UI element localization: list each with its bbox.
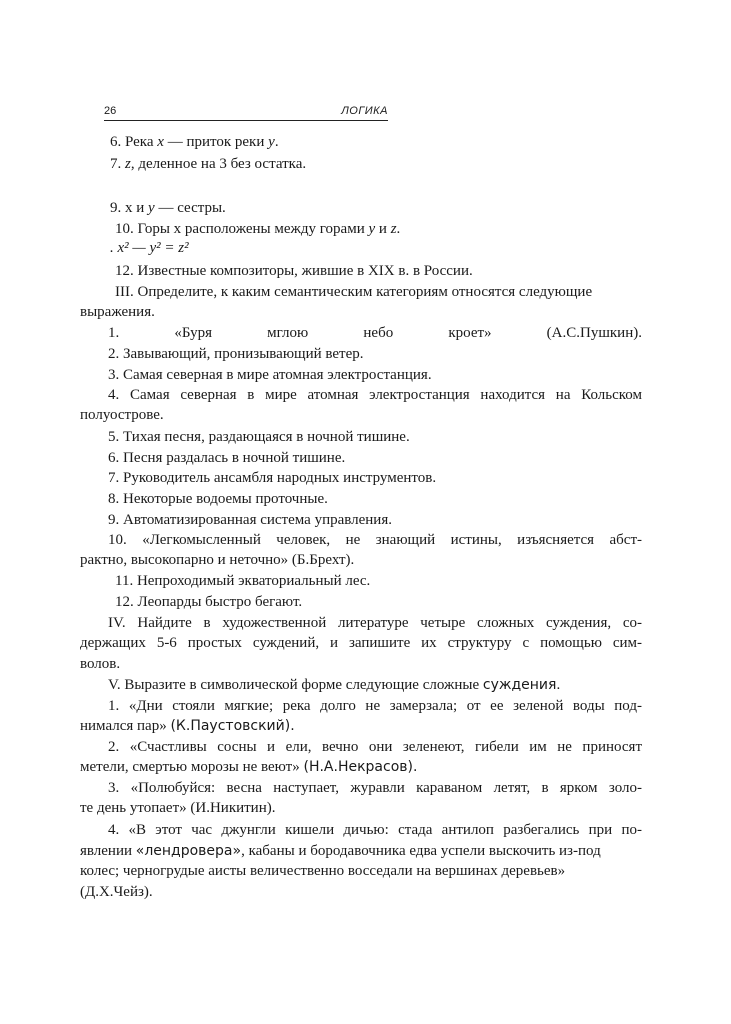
text-line: 9. х и у — сестры. — [110, 200, 226, 216]
text-line: 12. Леопарды быстро бегают. — [115, 594, 303, 610]
text-line: 3. «Полюбуйся: весна наступает, журавли караваном летят, в ярком золо- — [108, 780, 642, 796]
text-line: III. Определите, к каким семантическим категориям относятся следующие — [115, 284, 593, 300]
text-line: рактно, высокопарно и неточно» (Б.Брехт). — [80, 552, 355, 568]
text-line: 6. Река х — приток реки у. — [110, 134, 279, 150]
text-line: 10. Горы х расположены между горами у и z. — [115, 221, 401, 237]
text-line: 1. «Буря мглою небо кроет» (А.С.Пушкин). — [108, 325, 642, 341]
text-line: 1. «Дни стояли мягкие; река долго не замерзала; от ее зеленой воды под- — [108, 698, 642, 714]
text-line: 3. Самая северная в мире атомная электростанция. — [108, 367, 432, 383]
text-line: 2. Завывающий, пронизывающий ветер. — [108, 346, 364, 362]
text-line: выражения. — [80, 304, 155, 320]
text-line: полуострове. — [80, 407, 164, 423]
text-line: колес; черногрудые аисты величественно восседали на вершинах деревьев» — [80, 863, 566, 879]
text-line: V. Выразите в символической форме следующие сложные суждения. — [108, 677, 561, 693]
formula-line: . x² — y² = z² — [110, 240, 189, 256]
text-line: 4. Самая северная в мире атомная электростанция находится на Кольском — [108, 387, 642, 403]
text-line: 9. Автоматизированная система управления. — [108, 512, 392, 528]
text-line: (Д.Х.Чейз). — [80, 884, 153, 900]
text-line: волов. — [80, 656, 121, 672]
text-line: 7. z, деленное на 3 без остатка. — [110, 156, 307, 172]
running-header — [104, 104, 388, 121]
text-line: 6. Песня раздалась в ночной тишине. — [108, 450, 346, 466]
page-number: 26 — [104, 105, 117, 117]
text-line: 12. Известные композиторы, жившие в XIX в. в России. — [115, 263, 473, 279]
text-line: явлении «лендровера», кабаны и бородавочника едва успели выскочить из-под — [80, 843, 601, 859]
text-line: метели, смертью морозы не веют» (Н.А.Некрасов). — [80, 759, 418, 775]
text-line: держащих 5-6 простых суждений, и запишите их структуру с помощью сим- — [80, 635, 642, 651]
text-line: 7. Руководитель ансамбля народных инструментов. — [108, 470, 437, 486]
text-line: 10. «Легкомысленный человек, не знающий истины, изъясняется абст- — [108, 532, 642, 548]
text-line: 8. Некоторые водоемы проточные. — [108, 491, 328, 507]
text-line: те день утопает» (И.Никитин). — [80, 800, 276, 816]
text-line: 11. Непроходимый экваториальный лес. — [115, 573, 371, 589]
text-line: IV. Найдите в художественной литературе четыре сложных суждения, со- — [108, 615, 642, 631]
running-title: ЛОГИКА — [341, 105, 388, 117]
text-line: 5. Тихая песня, раздающаяся в ночной тишине. — [108, 429, 410, 445]
text-line: 2. «Счастливы сосны и ели, вечно они зеленеют, гибели им не приносят — [108, 739, 642, 755]
text-line: 4. «В этот час джунгли кишели дичью: стада антилоп разбегались при по- — [108, 822, 642, 838]
text-line: нимался пар» (К.Паустовский). — [80, 718, 295, 734]
